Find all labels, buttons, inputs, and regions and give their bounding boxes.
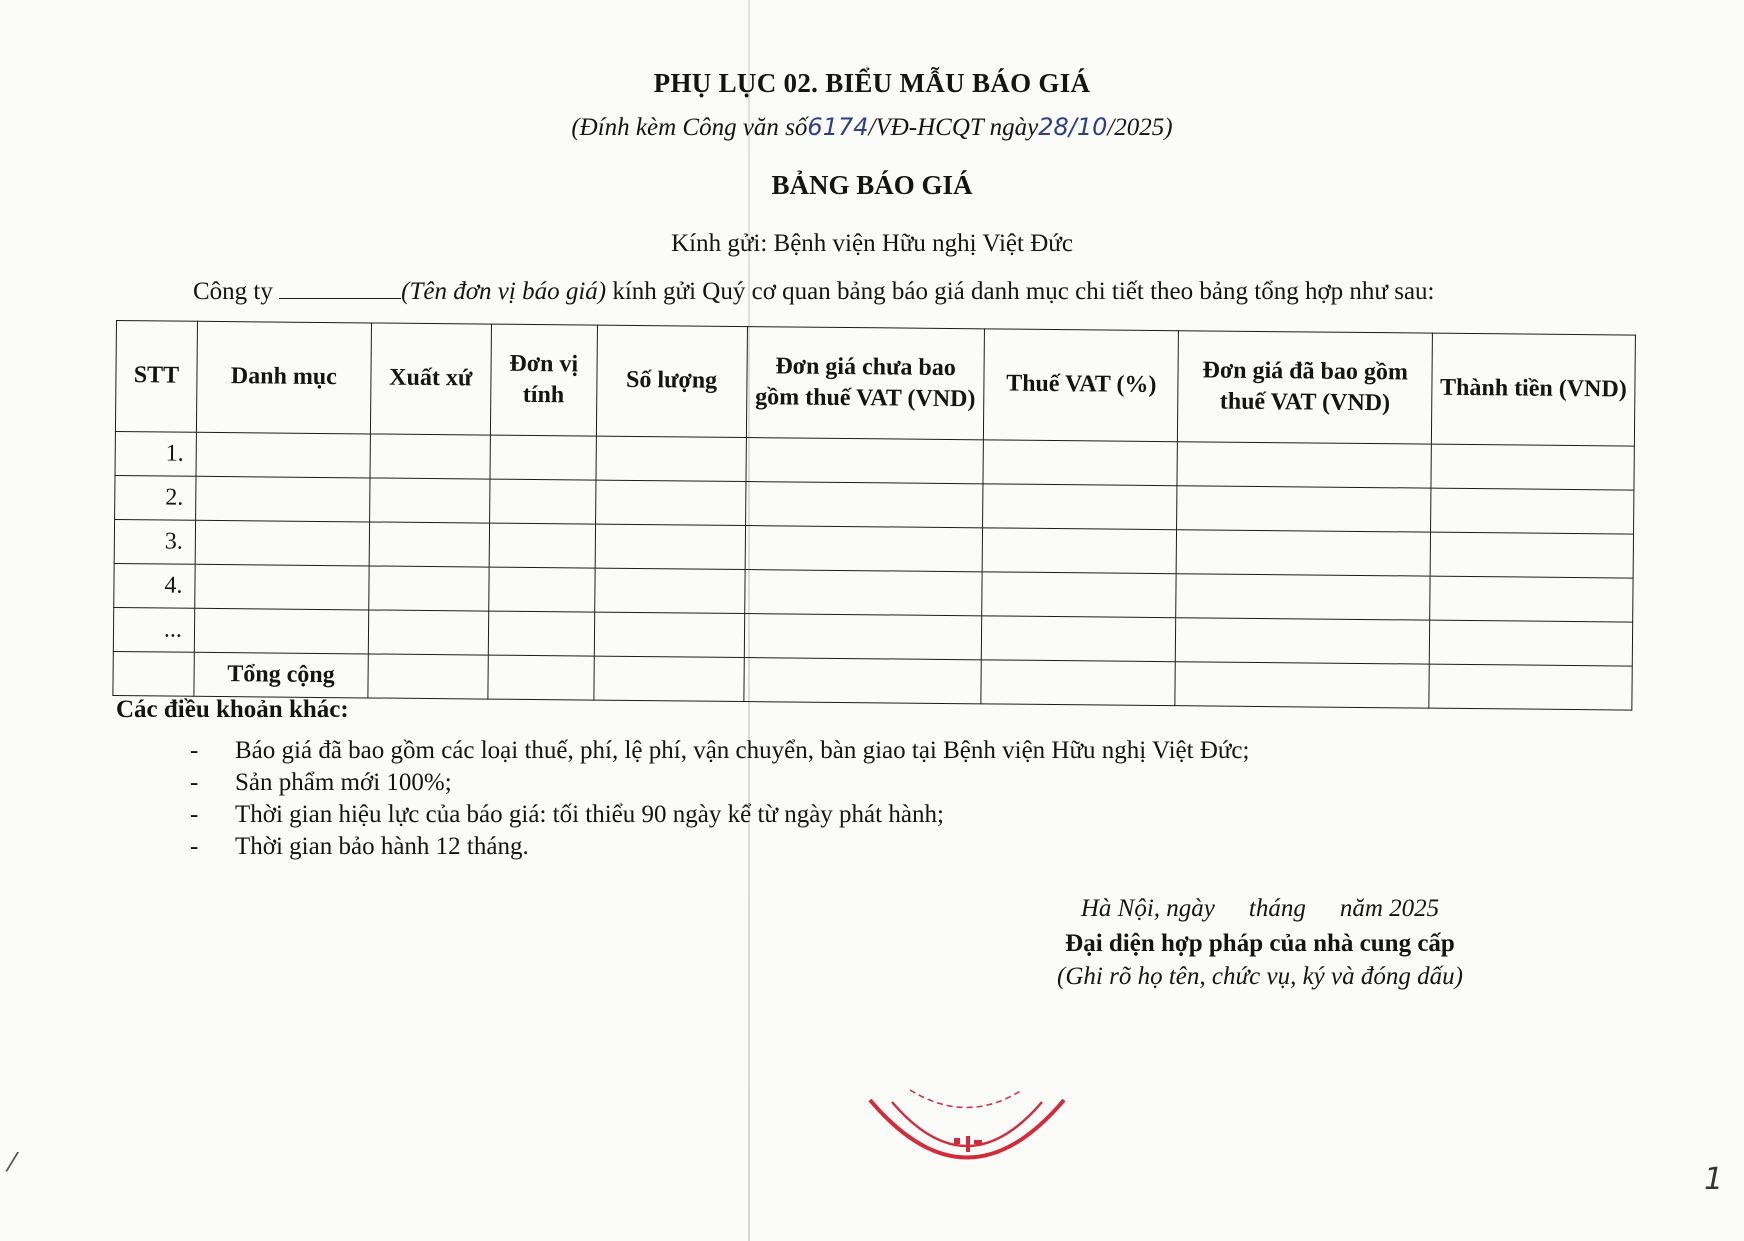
intro-placeholder: (Tên đơn vị báo giá) (401, 278, 607, 305)
signature-place: Hà Nội, ngày (1080, 895, 1215, 922)
table-cell[interactable] (983, 440, 1177, 486)
table-cell[interactable] (1429, 620, 1632, 666)
column-header: Đơn vị tính (490, 324, 597, 436)
table-cell[interactable] (594, 656, 744, 701)
signature-title: Đại diện hợp pháp của nhà cung cấp (1065, 930, 1455, 957)
subtitle-mid: /VĐ-HCQT ngày (868, 114, 1039, 141)
table-cell[interactable] (194, 608, 368, 654)
table-cell[interactable] (1176, 530, 1430, 576)
terms-heading: Các điều khoản khác: (116, 696, 349, 723)
bullet-dash: - (190, 801, 199, 828)
table-cell[interactable] (489, 479, 595, 524)
table-cell[interactable] (369, 478, 489, 523)
table-cell[interactable] (982, 616, 1176, 662)
row-number: 4. (114, 563, 195, 608)
table-cell[interactable] (743, 658, 981, 704)
table-cell[interactable] (1431, 488, 1634, 534)
table-cell[interactable] (488, 611, 594, 656)
table-cell[interactable] (745, 482, 983, 528)
bullet-dash: - (190, 769, 199, 796)
column-header: Đơn giá chưa bao gồm thuế VAT (VND) (746, 327, 985, 440)
bullet-dash: - (190, 737, 199, 764)
handwritten-doc-date: 28/10 (1038, 113, 1108, 141)
column-header: Đơn giá đã bao gồm thuế VAT (VND) (1178, 331, 1433, 444)
handwritten-doc-number: 6174 (807, 113, 869, 141)
table-cell[interactable] (1177, 442, 1431, 488)
table-cell[interactable] (369, 522, 489, 567)
table-cell[interactable] (368, 654, 488, 699)
table-header-row (115, 321, 1635, 447)
document-title: PHỤ LỤC 02. BIỂU MẪU BÁO GIÁ (653, 68, 1091, 98)
term-text: Sản phẩm mới 100%; (235, 769, 452, 796)
recipient-line: Kính gửi: Bệnh viện Hữu nghị Việt Đức (671, 230, 1073, 257)
table-cell[interactable] (490, 435, 596, 480)
table-cell[interactable] (746, 438, 984, 484)
list-item (190, 799, 1249, 831)
table-cell[interactable] (983, 484, 1177, 530)
company-name-blank[interactable] (279, 280, 401, 299)
table-cell[interactable] (196, 432, 370, 478)
list-item (190, 767, 1249, 799)
bullet-dash: - (190, 833, 199, 860)
table-cell[interactable] (981, 660, 1175, 706)
table-cell[interactable] (368, 610, 488, 655)
column-header: Thuế VAT (%) (984, 329, 1179, 442)
subtitle-prefix: (Đính kèm Công văn số (571, 114, 808, 141)
page-number: 1 (1704, 1162, 1724, 1197)
row-number: 3. (114, 519, 195, 564)
table-cell[interactable] (195, 564, 369, 610)
table-cell[interactable] (1431, 444, 1634, 490)
term-text: Báo giá đã bao gồm các loại thuế, phí, lệ phí, vận chuyển, bàn giao tại Bệnh viện Hữu nghị Việt Đức; (235, 737, 1250, 764)
table-cell[interactable] (745, 526, 983, 572)
table-cell[interactable] (595, 524, 745, 569)
column-header: Số lượng (596, 325, 747, 437)
column-header: Danh mục (196, 321, 371, 434)
terms-list (190, 735, 1249, 863)
table-cell[interactable] (1176, 618, 1430, 664)
column-header: Thành tiền (VND) (1431, 333, 1635, 446)
table-cell[interactable] (596, 436, 746, 481)
signature-year: năm 2025 (1339, 895, 1440, 922)
table-cell[interactable] (1430, 576, 1633, 622)
table-cell[interactable] (1176, 574, 1430, 620)
quote-table (112, 320, 1636, 711)
table-cell[interactable] (594, 568, 744, 613)
intro-paragraph (193, 278, 1435, 306)
table-cell[interactable] (369, 566, 489, 611)
table-cell[interactable] (595, 480, 745, 525)
table-cell (113, 651, 194, 696)
signature-date (1020, 895, 1500, 923)
row-number: 1. (115, 431, 196, 476)
table-cell[interactable] (1175, 662, 1429, 708)
table-cell[interactable] (488, 567, 594, 612)
table-cell[interactable] (196, 476, 370, 522)
table-cell[interactable] (982, 572, 1176, 618)
total-label: Tổng cộng (194, 652, 368, 698)
quote-heading: BẢNG BÁO GIÁ (771, 170, 973, 200)
table-cell[interactable] (370, 434, 490, 479)
table-cell[interactable] (489, 523, 595, 568)
intro-prefix: Công ty (193, 278, 273, 305)
table-cell[interactable] (1429, 664, 1632, 710)
list-item (190, 735, 1249, 767)
term-text: Thời gian bảo hành 12 tháng. (235, 833, 529, 860)
margin-mark: ⁄ (10, 1148, 15, 1178)
table-cell[interactable] (488, 655, 594, 700)
row-number: ... (113, 607, 194, 652)
table-cell[interactable] (195, 520, 369, 566)
table-cell[interactable] (744, 614, 982, 660)
table-cell[interactable] (1430, 532, 1633, 578)
table-cell[interactable] (744, 570, 982, 616)
column-header: STT (115, 321, 197, 433)
term-text: Thời gian hiệu lực của báo giá: tối thiểu 90 ngày kể từ ngày phát hành; (235, 801, 944, 828)
column-header: Xuất xứ (370, 323, 491, 435)
intro-suffix: kính gửi Quý cơ quan bảng báo giá danh mục chi tiết theo bảng tổng hợp như sau: (612, 278, 1435, 305)
list-item (190, 831, 1249, 863)
table-cell[interactable] (1177, 486, 1431, 532)
signature-month: tháng (1248, 895, 1306, 922)
red-seal-stamp (862, 1080, 1072, 1190)
table-cell[interactable] (983, 528, 1177, 574)
subtitle-suffix: /2025) (1107, 114, 1173, 141)
row-number: 2. (115, 475, 196, 520)
signature-note: (Ghi rõ họ tên, chức vụ, ký và đóng dấu) (1057, 963, 1463, 990)
table-cell[interactable] (594, 612, 744, 657)
document-subtitle (0, 113, 1744, 142)
